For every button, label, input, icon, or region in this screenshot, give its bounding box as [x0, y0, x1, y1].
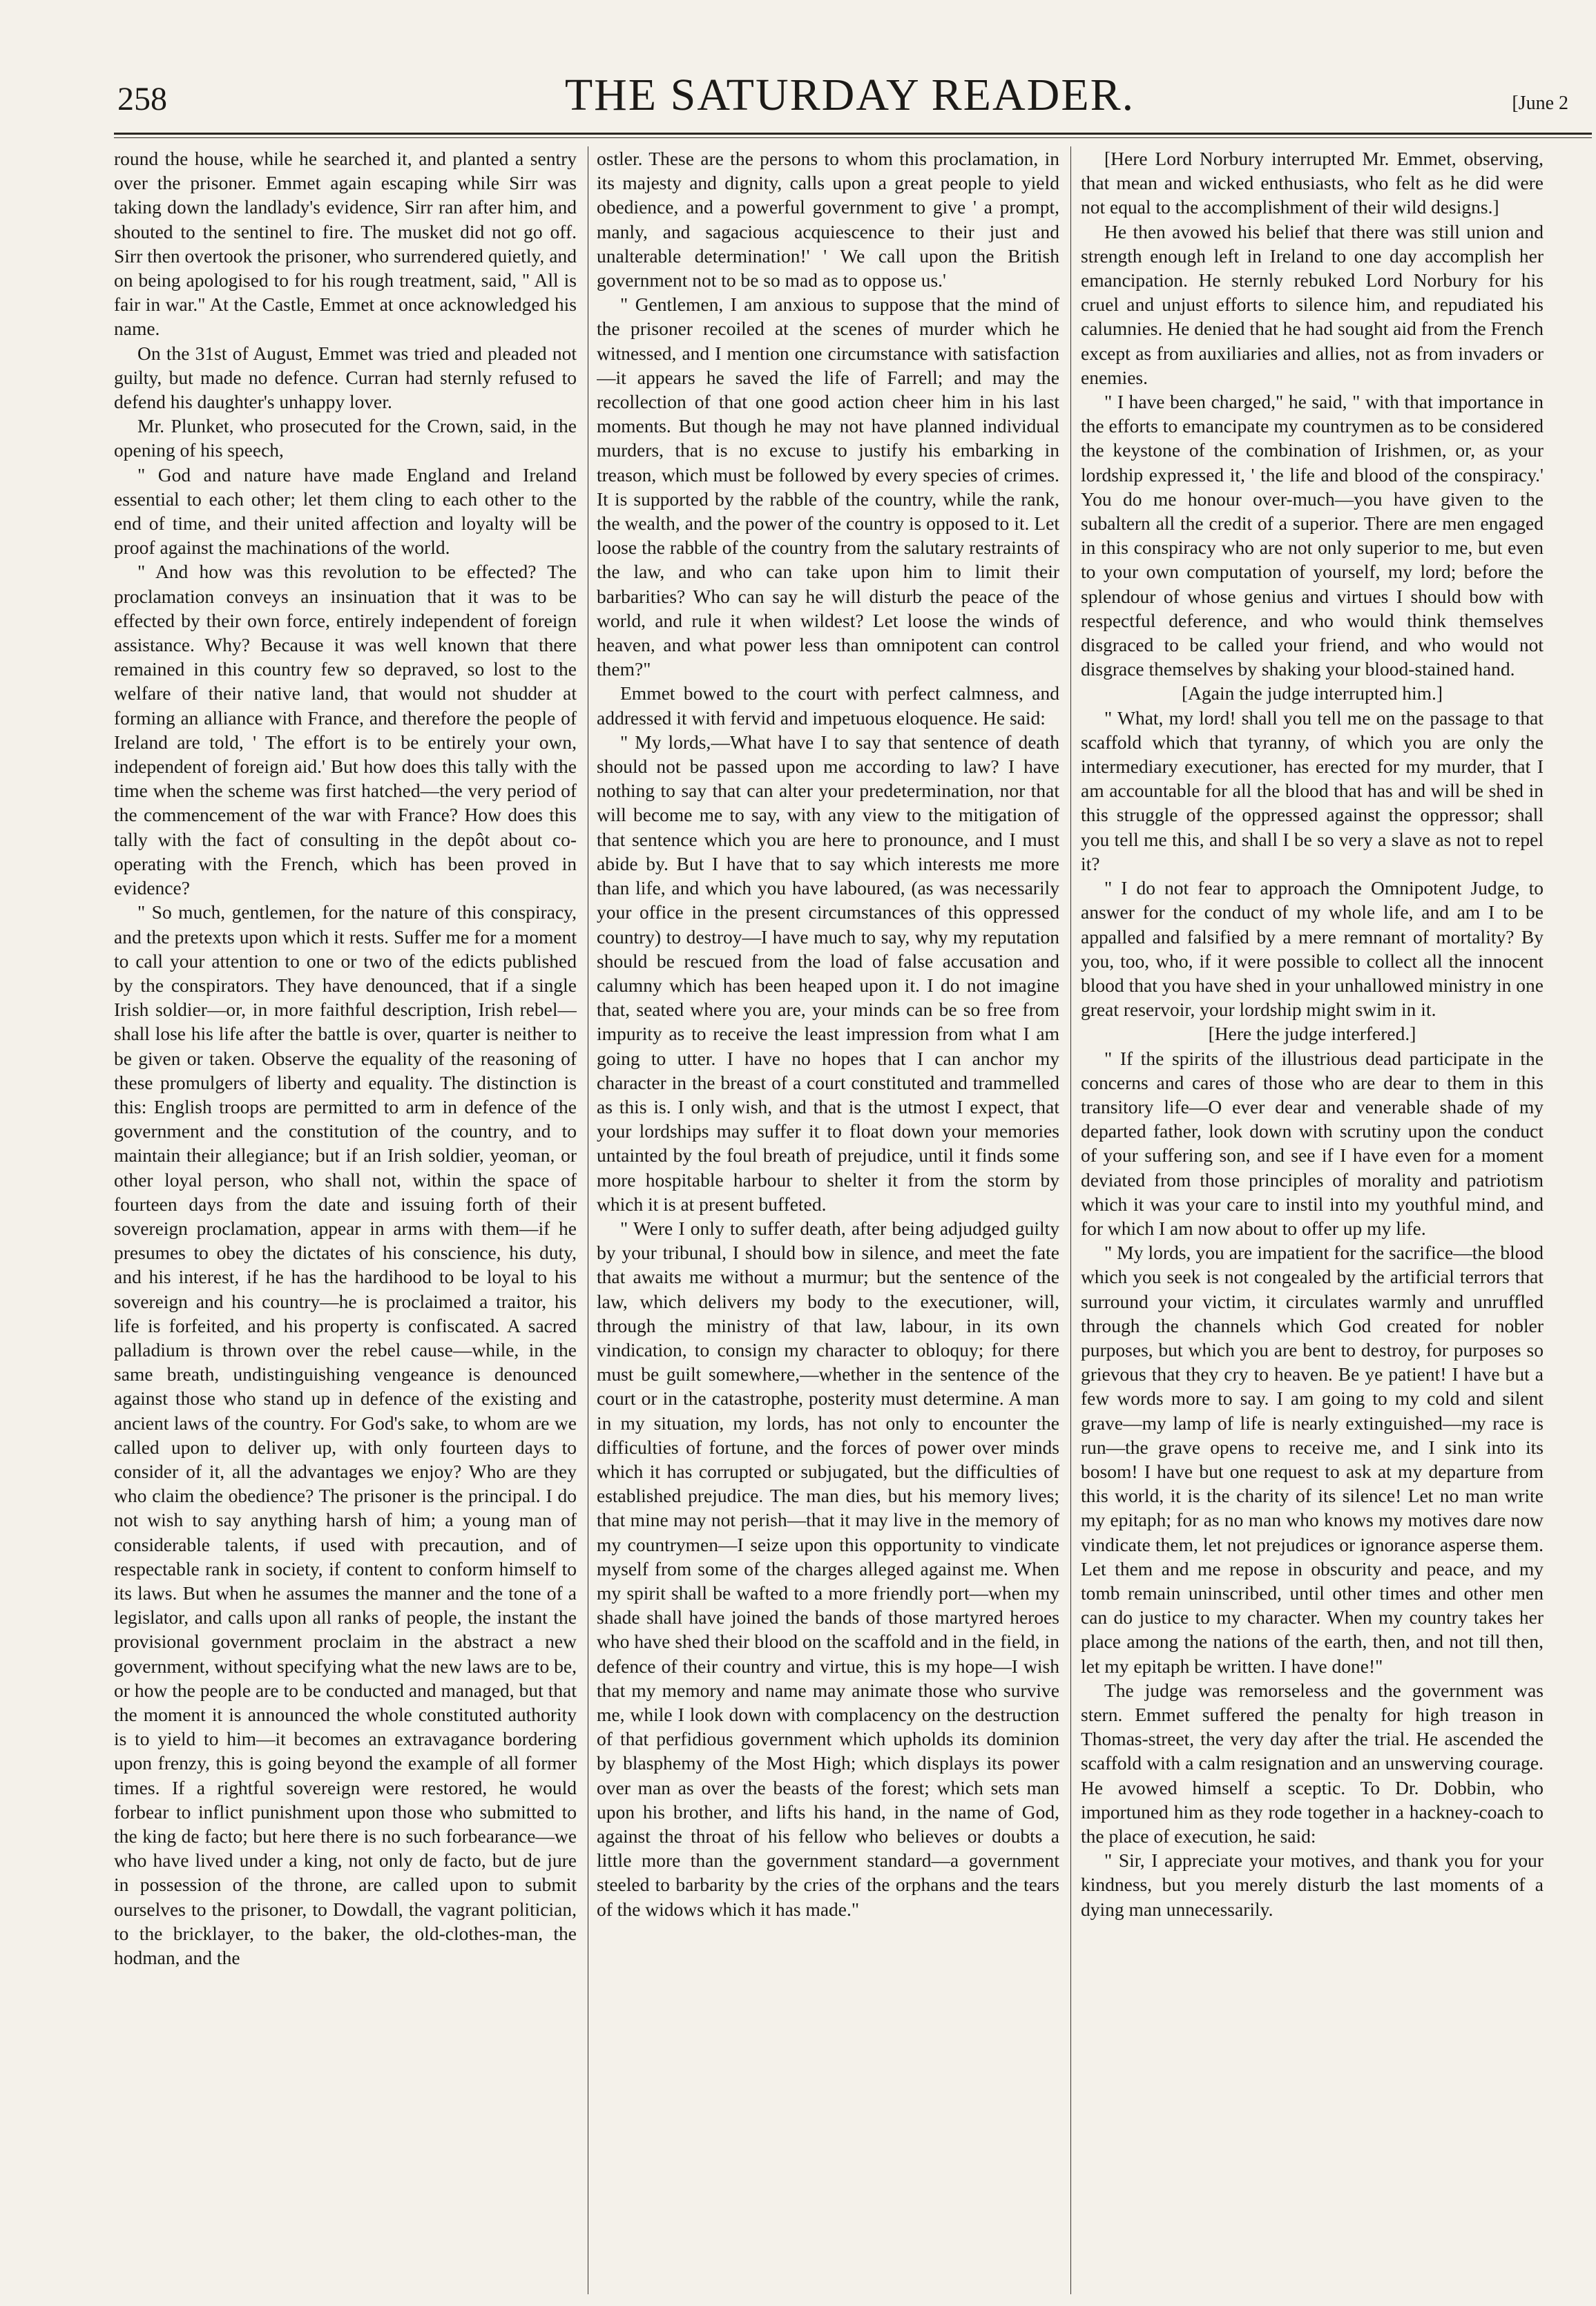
article-paragraph: " What, my lord! shall you tell me on the passage to that scaffold which that tyranny, of which you are only the intermediary executioner, has erected for my murder, that I am accountable for all the blood that has and will be shed in this struggle of the oppressed against the oppressor; shall you tell me this, and shall I be so very a slave as not to repel it?	[1081, 707, 1544, 874]
article-paragraph: On the 31st of August, Emmet was tried and pleaded not guilty, but made no defence. Curran had sternly refused to defend his daughter's unhappy lover.	[114, 342, 577, 413]
issue-date: [June 2	[1512, 93, 1568, 114]
page-number: 258	[117, 81, 167, 117]
article-paragraph: " God and nature have made England and Ireland essential to each other; let them cling to each other to the end of time, and their united affection and loyalty will be proof against the machinations of the world.	[114, 463, 577, 559]
masthead-title: THE SATURDAY READER.	[564, 70, 1135, 120]
article-paragraph: round the house, while he searched it, and planted a sentry over the prisoner. Emmet again escaping while Sirr was taking down the landlady's evidence, Sirr ran after him, and shouted to the sentinel to fire. The musket did not go off. Sirr then overtook the prisoner, who surrendered quietly, and on being apologised to for his rough treatment, said, " All is fair in war." At the Castle, Emmet at once acknowledged his name.	[114, 148, 577, 340]
article-paragraph: " Sir, I appreciate your motives, and thank you for your kindness, but you merely disturb the last moments of a dying man unnecessarily.	[1081, 1849, 1544, 1920]
article-paragraph: " Gentlemen, I am anxious to suppose that the mind of the prisoner recoiled at the scenes of murder which he witnessed, and I mention one circumstance with satisfaction—it appears he saved the life of Farrell; and may the recollection of that one good action cheer him in his last moments. But though he may not have planned individual murders, that is no excuse to justify his embarking in treason, which must be followed by every species of crimes. It is supported by the rabble of the country, while the rank, the wealth, and the power of the country is opposed to it. Let loose the rabble of the country from the salutary restraints of the law, and who can take upon him to limit their barbarities? Who can say he will disturb the peace of the world, and rule it when wildest? Let loose the winds of heaven, and what power less than omnipotent can control them?"	[597, 294, 1059, 680]
article-paragraph: " And how was this revolution to be effected? The proclamation conveys an insinuation that it was to be effected by their own force, entirely independent of foreign assistance. Why? Because it was well known that there remained in this country few so depraved, so lost to the welfare of their native land, that would not shudder at forming an alliance with France, and therefore the people of Ireland are told, ' The effort is to be entirely your own, independent of foreign aid.' But how does this tally with the time when the scheme was first hatched—the very period of the commencement of the war with France? How does this tally with the fact of consulting in the depôt about co-operating with the French, which has been proved in evidence?	[114, 561, 577, 899]
column-divider	[1070, 146, 1071, 2294]
article-paragraph: ostler. These are the persons to whom this proclamation, in its majesty and dignity, calls upon a great people to yield obedience, and a powerful government to give ' a prompt, manly, and sagacious acquiescence to their just and unalterable determination!' ' We call upon the British government not to be so mad as to oppose us.'	[597, 148, 1059, 291]
article-paragraph: The judge was remorseless and the government was stern. Emmet suffered the penalty for high treason in Thomas-street, the very day after the trial. He ascended the scaffold with a calm resignation and an unswerving courage. He avowed himself a sceptic. To Dr. Dobbin, who importuned him as they rode together in a hackney-coach to the place of execution, he said:	[1081, 1679, 1544, 1847]
article-column-2	[597, 146, 1059, 2280]
article-paragraph: " I have been charged," he said, " with that importance in the efforts to emancipate my countrymen as to be considered the keystone of the combination of Irishmen, or, as your lordship expressed it, ' the life and blood of the conspiracy.' You do me honour over-much—you have given to the subaltern all the credit of a superior. There are men engaged in this conspiracy who are not only superior to me, but even to your own computation of yourself, my lord; before the splendour of whose genius and virtues I should bow with respectful deference, and who would think themselves disgraced to be called your friend, and who would not disgrace themselves by shaking your blood-stained hand.	[1081, 391, 1544, 680]
article-paragraph: [Again the judge interrupted him.]	[1181, 682, 1443, 704]
article-column-3	[1081, 146, 1544, 2280]
article-paragraph: " My lords, you are impatient for the sacrifice—the blood which you seek is not congealed by the artificial terrors that surround your victim, it circulates warmly and unruffled through the channels which God created for nobler purposes, but which you are bent to destroy, for purposes so grievous that they cry to heaven. Be ye patient! I have but a few words more to say. I am going to my cold and silent grave—my lamp of life is nearly extinguished—my race is run—the grave opens to receive me, and I sink into its bosom! I have but one request to ask at my departure from this world, it is the charity of its silence! Let no man write my epitaph; for as no man who knows my motives dare now vindicate them, let not prejudices or ignorance asperse them. Let them and me repose in obscurity and peace, and my tomb remain uninscribed, until other times and other men can do justice to my character. When my country takes her place among the nations of the earth, then, and not till then, let my epitaph be written. I have done!"	[1081, 1242, 1544, 1677]
article-paragraph: Mr. Plunket, who prosecuted for the Crown, said, in the opening of his speech,	[114, 415, 577, 461]
header-rule-thin	[114, 137, 1592, 138]
article-paragraph: [Here the judge interfered.]	[1208, 1023, 1416, 1045]
article-paragraph: " My lords,—What have I to say that sentence of death should not be passed upon me according to law? I have nothing to say that can alter your predetermination, nor that will become me to say, with any view to the mitigation of that sentence which you are here to pronounce, and I must abide by. But I have that to say which interests me more than life, and which you have laboured, (as was necessarily your office in the present circumstances of this oppressed country) to destroy—I have much to say, why my reputation should be rescued from the load of false accusation and calumny which has been heaped upon it. I do not imagine that, seated where you are, your minds can be so free from impurity as to receive the least impression from what I am going to utter. I have no hopes that I can anchor my character in the breast of a court constituted and trammelled as this is. I only wish, and that is the utmost I expect, that your lordships may suffer it to float down your memories untainted by the foul breath of prejudice, until it finds some more hospitable harbour to shelter it from the storm by which it is at present buffeted.	[597, 731, 1059, 1215]
article-column-1	[114, 146, 577, 2280]
article-paragraph: [Here Lord Norbury interrupted Mr. Emmet, observing, that mean and wicked enthusiasts, who felt as he did were not equal to the accomplishment of their wild designs.]	[1081, 148, 1544, 218]
header-rule	[114, 133, 1592, 135]
article-paragraph: " So much, gentlemen, for the nature of this conspiracy, and the pretexts upon which it rests. Suffer me for a moment to call your attention to one or two of the edicts published by the conspirators. They have denounced, that if a single Irish soldier—or, in more faithful description, Irish rebel—shall lose his life after the battle is over, quarter is neither to be given or taken. Observe the equality of the reasoning of these promulgers of liberty and equality. The distinction is this: English troops are permitted to arm in defence of the government and the constitution of the country, and to maintain their allegiance; but if an Irish soldier, yeoman, or other loyal person, who shall not, within the space of fourteen days from the date and issuing forth of their sovereign proclamation, appear in arms with them—if he presumes to obey the dictates of his conscience, his duty, and his interest, if he has the hardihood to be loyal to his sovereign and his country—he is proclaimed a traitor, his life is forfeited, and his property is confiscated. A sacred palladium is thrown over the rebel cause—while, in the same breath, undistinguishing vengeance is denounced against those who stand up in defence of the existing and ancient laws of the country. For God's sake, to whom are we called upon to deliver up, with only fourteen days to consider of it, all the advantages we enjoy? Who are they who claim the obedience? The prisoner is the principal. I do not wish to say anything harsh of him; a young man of considerable talents, if used with precaution, and of respectable rank in society, if content to conform himself to its laws. But when he assumes the manner and the tone of a legislator, and calls upon all ranks of people, the instant the provisional government proclaim in the abstract a new government, without specifying what the new laws are to be, or how the people are to be conducted and managed, but that the moment it is announced the whole constituted authority is to yield to him—it becomes an extravagance bordering upon frenzy, this is going beyond the example of all former times. If a rightful sovereign were restored, he would forbear to inflict punishment upon those who submitted to the king de facto; but here there is no such forbearance—we who have lived under a king, not only de facto, but de jure in possession of the throne, are called upon to submit ourselves to the prisoner, to Dowdall, the vagrant politician, to the bricklayer, to the baker, the old-clothes-man, the hodman, and the	[114, 901, 577, 1969]
article-paragraph: Emmet bowed to the court with perfect calmness, and addressed it with fervid and impetuous eloquence. He said:	[597, 682, 1059, 729]
page-header	[104, 69, 1596, 131]
article-paragraph: " If the spirits of the illustrious dead participate in the concerns and cares of those who are dear to them in this transitory life—O ever dear and venerable shade of my departed father, look down with scrutiny upon the conduct of your suffering son, and see if I have even for a moment deviated from those principles of morality and patriotism which it was your care to instil into my youthful mind, and for which I am now about to offer up my life.	[1081, 1047, 1544, 1239]
article-paragraph: He then avowed his belief that there was still union and strength enough left in Ireland to one day accomplish her emancipation. He sternly rebuked Lord Norbury for his cruel and unjust efforts to silence him, and repudiated his calumnies. He denied that he had sought aid from the French except as from auxiliaries and allies, not as from invaders or enemies.	[1081, 220, 1544, 388]
article-paragraph: " Were I only to suffer death, after being adjudged guilty by your tribunal, I should bow in silence, and meet the fate that awaits me without a murmur; but the sentence of the law, which delivers my body to the executioner, will, through the ministry of that law, labour, in its own vindication, to consign my character to obloquy; for there must be guilt somewhere,—whether in the sentence of the court or in the catastrophe, posterity must determine. A man in my situation, my lords, has not only to encounter the difficulties of fortune, and the forces of power over minds which it has corrupted or subjugated, but the difficulties of established prejudice. The man dies, but his memory lives; that mine may not perish—that it may live in the memory of my countrymen—I seize upon this opportunity to vindicate myself from some of the charges alleged against me. When my spirit shall be wafted to a more friendly port—when my shade shall have joined the bands of those martyred heroes who have shed their blood on the scaffold and in the field, in defence of their country and virtue, this is my hope—I wish that my memory and name may animate those who survive me, while I look down with complacency on the destruction of that perfidious government which upholds its dominion by blasphemy of the Most High; which displays its power over man as over the beasts of the forest; which sets man upon his brother, and lifts his hand, in the name of God, against the throat of his fellow who believes or doubts a little more than the government standard—a government steeled to barbarity by the cries of the orphans and the tears of the widows which it has made."	[597, 1217, 1059, 1920]
article-paragraph: " I do not fear to approach the Omnipotent Judge, to answer for the conduct of my whole life, and am I to be appalled and falsified by a mere remnant of mortality? By you, too, who, if it were possible to collect all the innocent blood that you have shed in your unhallowed ministry in one great reservoir, your lordship might swim in it.	[1081, 877, 1544, 1021]
